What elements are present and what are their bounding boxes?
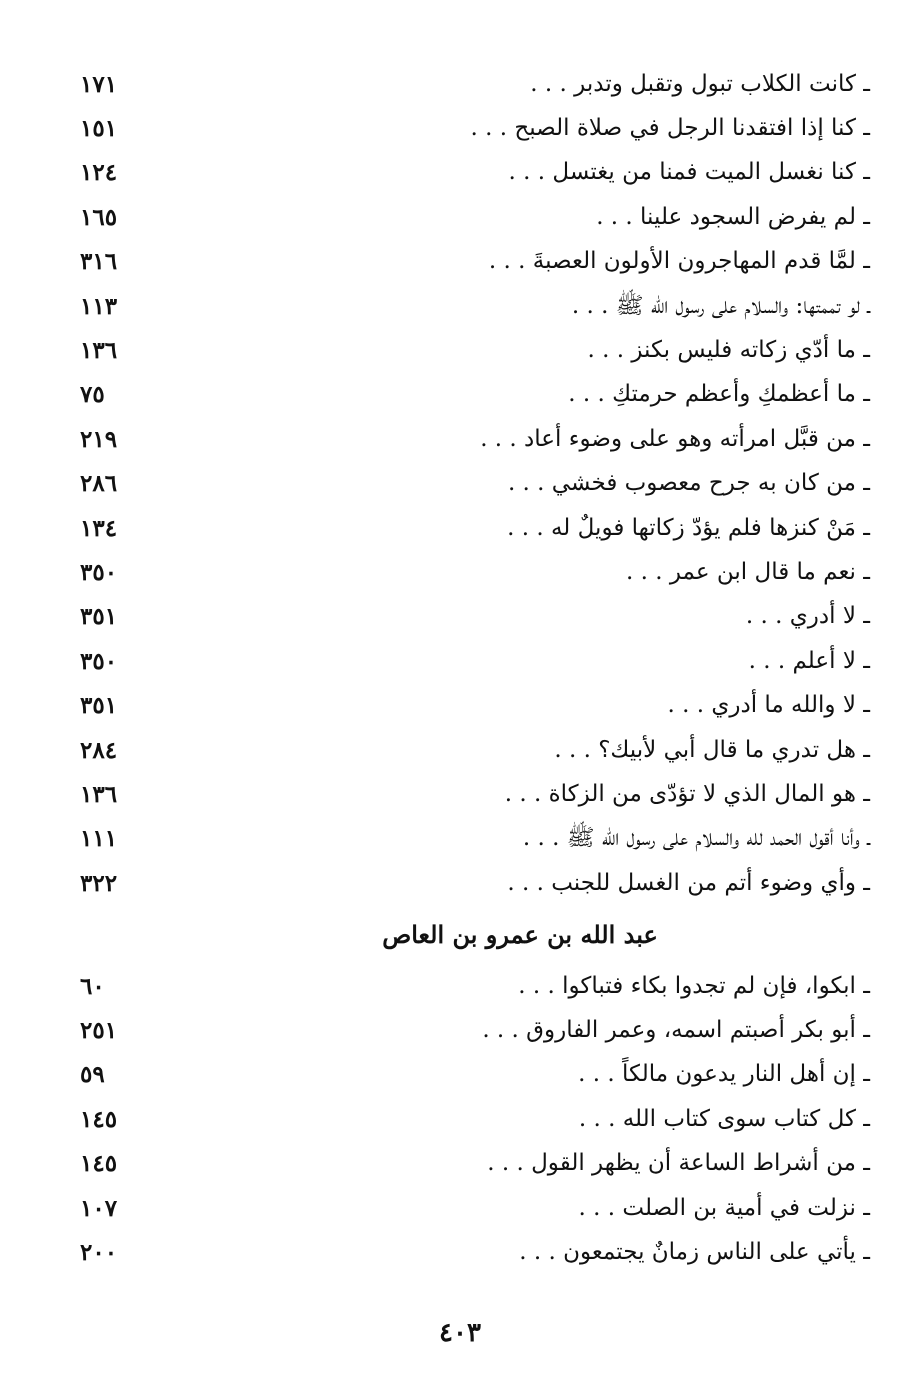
index-row [80,772,870,816]
index-row [80,1053,870,1097]
index-entry-page: ٢٨٤ [80,736,118,764]
index-entry-text: ـ كانت الكلاب تبول وتقبل وتدبر . . . [530,70,870,97]
index-entry-text: ـ لمَّا قدم المهاجرون الأولون العصبةَ . . . [488,248,870,275]
index-entry-page: ٣٥٠ [80,647,118,675]
page-number: ٤٠٣ [439,1318,481,1348]
index-entry-text: ـ نزلت في أمية بن الصلت . . . [578,1194,870,1221]
index-row [80,1230,870,1274]
index-entry-page: ١٦٥ [80,203,118,231]
index-entry-page: ٣١٦ [80,248,118,276]
section-heading [0,920,920,949]
index-entry-page: ٢٨٦ [80,470,118,498]
index-entry-text: ـ هل تدري ما قال أبي لأبيك؟ . . . [554,736,870,763]
index-entry-text: ـ من أشراط الساعة أن يظهر القول . . . [487,1150,870,1177]
index-entry-page: ١١٣ [80,292,118,320]
index-entry-page: ٣٢٢ [80,869,118,897]
index-entry-page: ٥٩ [80,1061,105,1089]
index-entry-text: ـ هو المال الذي لا تؤدّى من الزكاة . . . [504,780,870,807]
index-row [80,683,870,727]
index-entry-page: ٢٥١ [80,1017,118,1045]
index-entry-text: ـ لا والله ما أدري . . . [667,692,870,719]
index-row [80,106,870,150]
index-entry-page: ١٠٧ [80,1194,118,1222]
index-row [80,964,870,1008]
index-entry-page: ١٧١ [80,70,118,98]
index-list-2 [80,964,870,1275]
index-row [80,373,870,417]
section-heading-text: عبد الله بن عمرو بن العاص [382,920,658,949]
index-row [80,151,870,195]
index-entry-page: ١٥١ [80,115,118,143]
index-row [80,1097,870,1141]
index-entry-page: ٣٥١ [80,603,118,631]
index-entry-text: ـ أبو بكر أصبتم اسمه، وعمر الفاروق . . . [482,1017,870,1044]
index-entry-page: ١٢٤ [80,159,118,187]
index-entry-text: ـ إن أهل النار يدعون مالكاً . . . [578,1061,870,1088]
index-entry-page: ٣٥٠ [80,558,118,586]
index-row [80,639,870,683]
index-entry-page: ٦٠ [80,972,105,1000]
index-entry-text: ـ وأي وضوء أتم من الغسل للجنب . . . [507,869,870,896]
index-entry-text: ـ من كان به جرح معصوب فخشي . . . [507,470,870,497]
index-list-1 [80,62,870,905]
index-row [80,240,870,284]
index-row [80,728,870,772]
index-row [80,462,870,506]
index-entry-page: ٧٥ [80,381,105,409]
index-entry-text: ـ ما أدّي زكاته فليس بكنز . . . [587,337,870,364]
index-row [80,1008,870,1052]
index-entry-page: ١٤٥ [80,1150,118,1178]
index-entry-page: ١٣٤ [80,514,118,542]
index-entry-text: ـ نعم ما قال ابن عمر . . . [625,558,870,585]
index-row [80,62,870,106]
index-entry-text: ـ لا أعلم . . . [748,647,870,674]
index-entry-text: ـ لو تممتها: والسلام على رسول الله ﷺ . . . [571,292,870,319]
index-row [80,1186,870,1230]
index-entry-text: ـ مَنْ كنزها فلم يؤدّ زكاتها فويلٌ له . . . [507,514,870,541]
index-row [80,861,870,905]
index-entry-text: ـ لا أدري . . . [745,603,870,630]
index-row [80,817,870,861]
index-entry-page: ٣٥١ [80,692,118,720]
index-row [80,1142,870,1186]
index-entry-text: ـ ما أعظمكِ وأعظم حرمتكِ . . . [568,381,870,408]
index-entry-text: ـ من قبَّل امرأته وهو على وضوء أعاد . . . [480,425,870,452]
index-entry-text: ـ كل كتاب سوى كتاب الله . . . [578,1105,870,1132]
index-entry-text: ـ وأنا أقول الحمد لله والسلام على رسول الله ﷺ . . . [522,825,870,852]
index-row [80,328,870,372]
index-row [80,417,870,461]
index-row [80,284,870,328]
index-row [80,550,870,594]
index-entry-page: ١٣٦ [80,780,118,808]
index-entry-page: ٢٠٠ [80,1239,118,1267]
index-entry-text: ـ كنا نغسل الميت فمنا من يغتسل . . . [508,159,870,186]
index-entry-page: ٢١٩ [80,425,118,453]
index-row [80,506,870,550]
index-entry-text: ـ لم يفرض السجود علينا . . . [596,203,870,230]
index-entry-text: ـ كنا إذا افتقدنا الرجل في صلاة الصبح . . . [470,115,870,142]
index-entry-page: ١١١ [80,825,118,853]
index-entry-page: ١٣٦ [80,337,118,365]
index-row [80,195,870,239]
index-entry-page: ١٤٥ [80,1105,118,1133]
index-row [80,595,870,639]
index-entry-text: ـ ابكوا، فإن لم تجدوا بكاء فتباكوا . . . [518,972,870,999]
index-entry-text: ـ يأتي على الناس زمانٌ يجتمعون . . . [519,1239,870,1266]
